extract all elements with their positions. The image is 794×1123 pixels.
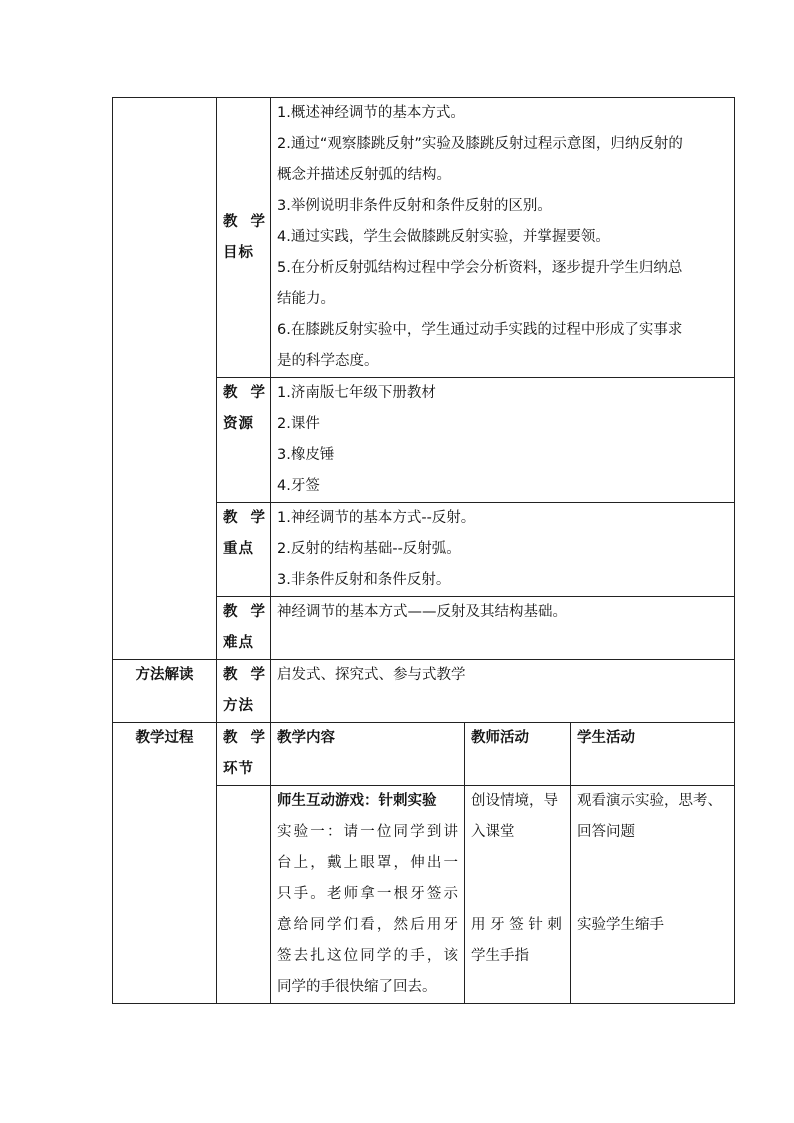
process-header-row bbox=[113, 723, 735, 786]
process-label: 教 学 环节 bbox=[217, 723, 271, 786]
lesson-plan-table bbox=[112, 97, 735, 1004]
method-row bbox=[113, 660, 735, 723]
content-title: 师生互动游戏：针刺实验 bbox=[277, 793, 437, 809]
method-content: 启发式、探究式、参与式教学 bbox=[271, 660, 735, 723]
key-points-content: 1.神经调节的基本方式--反射。 2.反射的结构基础--反射弧。 3.非条件反射和条件反射。 bbox=[271, 503, 735, 597]
difficulties-content: 神经调节的基本方式——反射及其结构基础。 bbox=[271, 597, 735, 660]
section-blank-cell bbox=[113, 98, 217, 660]
student-cell: 观看演示实验，思考、 回答问题 实验学生缩手 bbox=[571, 786, 735, 1004]
process-blank-cell bbox=[217, 786, 271, 1004]
header-content: 教学内容 bbox=[271, 723, 465, 786]
resources-content: 1.济南版七年级下册教材 2.课件 3.橡皮锤 4.牙签 bbox=[271, 378, 735, 503]
objectives-row bbox=[113, 98, 735, 378]
difficulties-label: 教 学 难点 bbox=[217, 597, 271, 660]
header-teacher: 教师活动 bbox=[465, 723, 571, 786]
key-points-label: 教 学 重点 bbox=[217, 503, 271, 597]
method-section-title: 方法解读 bbox=[113, 660, 217, 723]
resources-label: 教 学 资源 bbox=[217, 378, 271, 503]
process-section-title: 教学过程 bbox=[113, 723, 217, 1004]
content-cell: 师生互动游戏：针刺实验 实验一：请一位同学到讲 台上，戴上眼罩，伸出一 只手。老师拿一根牙签示 意给同学们看，然后用牙 签去扎这位同学的手，该 同学的手很快缩了回去。 bbox=[271, 786, 465, 1004]
teacher-cell: 创设情境，导 入课堂 用 牙 签 针 刺 学生手指 bbox=[465, 786, 571, 1004]
method-label: 教 学 方法 bbox=[217, 660, 271, 723]
objectives-label: 教 学 目标 bbox=[217, 98, 271, 378]
header-student: 学生活动 bbox=[571, 723, 735, 786]
objectives-content: 1.概述神经调节的基本方式。 2.通过“观察膝跳反射”实验及膝跳反射过程示意图，归纳反射的 概念并描述反射弧的结构。 3.举例说明非条件反射和条件反射的区别。 4.通过实践，学生会做膝跳反射实验，并掌握要领。 5.在分析反射弧结构过程中学会分析资料，逐步提升学生归纳总 结能力。 6.在膝跳反射实验中，学生通过动手实践的过程中形成了实事求 是的科学态度。 bbox=[271, 98, 735, 378]
